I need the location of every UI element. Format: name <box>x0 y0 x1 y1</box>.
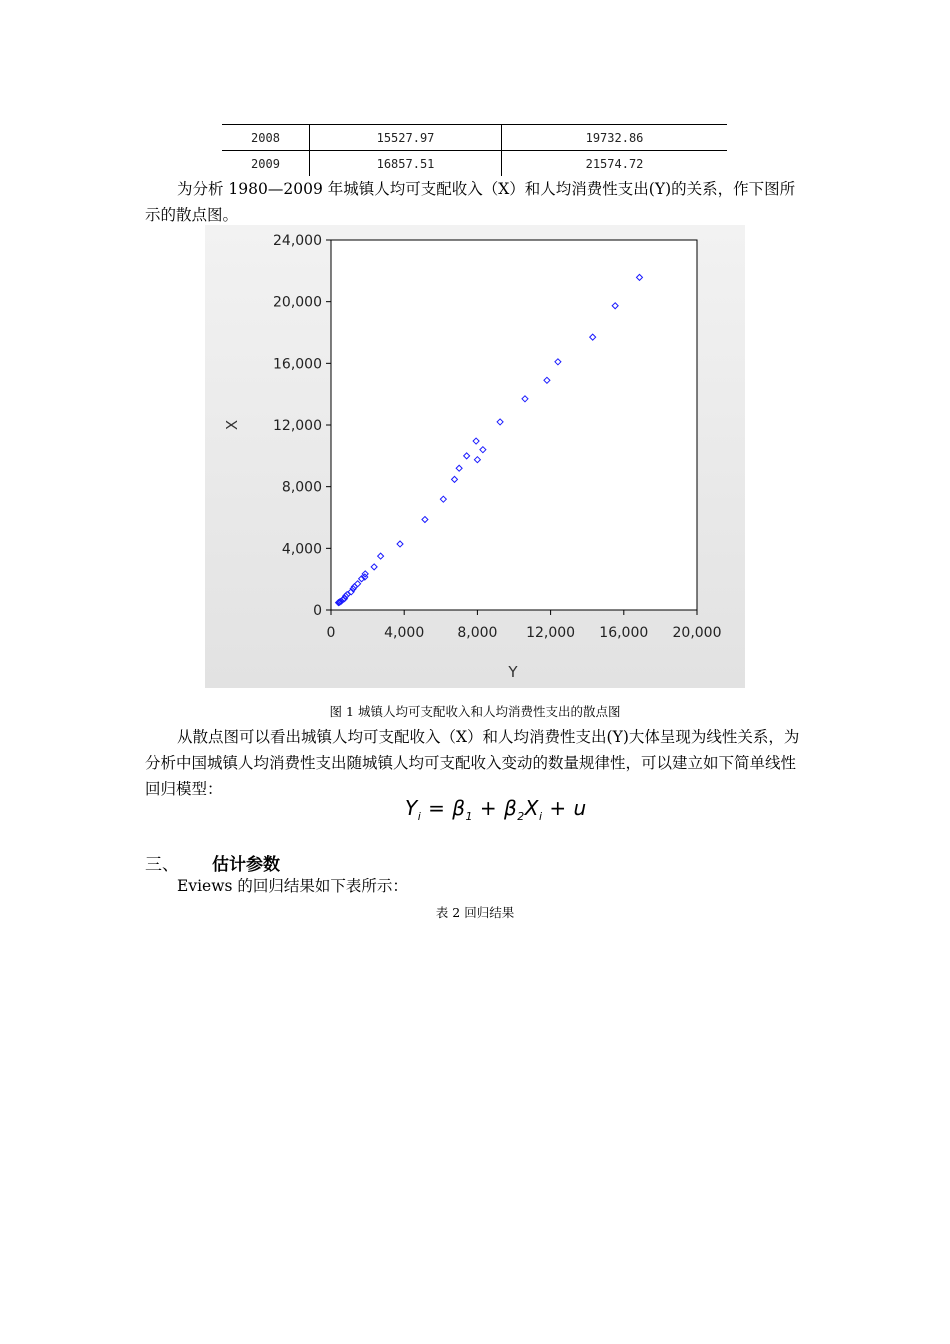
table-row <box>222 124 727 150</box>
formula-b2-sub: 2 <box>517 810 525 823</box>
table-row <box>222 150 727 176</box>
y-cell: 19732.86 <box>585 131 644 145</box>
formula-lhs: Y <box>405 796 418 820</box>
x-tick-label: 0 <box>326 625 336 641</box>
scatter-chart <box>205 225 745 688</box>
y-tick-label: 20,000 <box>273 294 322 311</box>
y-tick-label: 12,000 <box>273 418 322 434</box>
analysis-paragraph: 从散点图可以看出城镇人均可支配收入（X）和人均消费性支出(Y)大体呈现为线性关系，为分析中国城镇人均消费性支出随城镇人均可支配收入变动的数量规律性，可以建立如下简单线性回归模型： <box>145 728 800 798</box>
formula-plus: + β <box>473 796 518 820</box>
x-tick-label: 20,000 <box>672 625 722 641</box>
y-cell: 21574.72 <box>585 157 644 171</box>
x-cell: 15527.97 <box>376 131 435 145</box>
formula-tail: + u <box>542 796 587 820</box>
section-number: 三、 <box>145 855 179 875</box>
x-tick-label: 8,000 <box>457 625 498 641</box>
year-cell: 2009 <box>251 157 280 171</box>
intro-paragraph: 为分析 1980—2009 年城镇人均可支配收入（X）和人均消费性支出(Y)的关系，作下图所示的散点图。 <box>145 180 796 224</box>
y-tick-label: 4,000 <box>281 541 322 558</box>
y-axis-label: X <box>223 419 241 431</box>
scatter-chart-panel <box>205 225 745 688</box>
y-tick-label: 0 <box>313 603 322 619</box>
y-tick-label: 8,000 <box>281 479 322 496</box>
x-tick-label: 12,000 <box>526 625 576 641</box>
formula-x-sub: i <box>538 810 543 823</box>
x-axis-label: Y <box>508 663 518 681</box>
eviews-paragraph: Eviews 的回归结果如下表所示： <box>177 877 408 895</box>
x-cell: 16857.51 <box>376 157 435 171</box>
table2-caption: 表 2 回归结果 <box>435 905 515 920</box>
y-tick-label: 24,000 <box>273 233 322 249</box>
formula-lhs-sub: i <box>417 810 422 823</box>
formula-x: X <box>524 796 539 820</box>
formula-eq: = β <box>421 796 466 820</box>
y-tick-label: 16,000 <box>273 356 322 373</box>
year-cell: 2008 <box>251 131 280 145</box>
section-heading <box>145 850 280 875</box>
regression-formula <box>405 796 587 823</box>
formula-b1-sub: 1 <box>465 810 474 823</box>
x-tick-label: 4,000 <box>384 625 425 641</box>
figure-caption: 图 1 城镇人均可支配收入和人均消费性支出的散点图 <box>329 704 621 719</box>
plot-area <box>331 240 697 610</box>
x-tick-label: 16,000 <box>599 625 649 641</box>
section-title: 估计参数 <box>212 855 280 875</box>
